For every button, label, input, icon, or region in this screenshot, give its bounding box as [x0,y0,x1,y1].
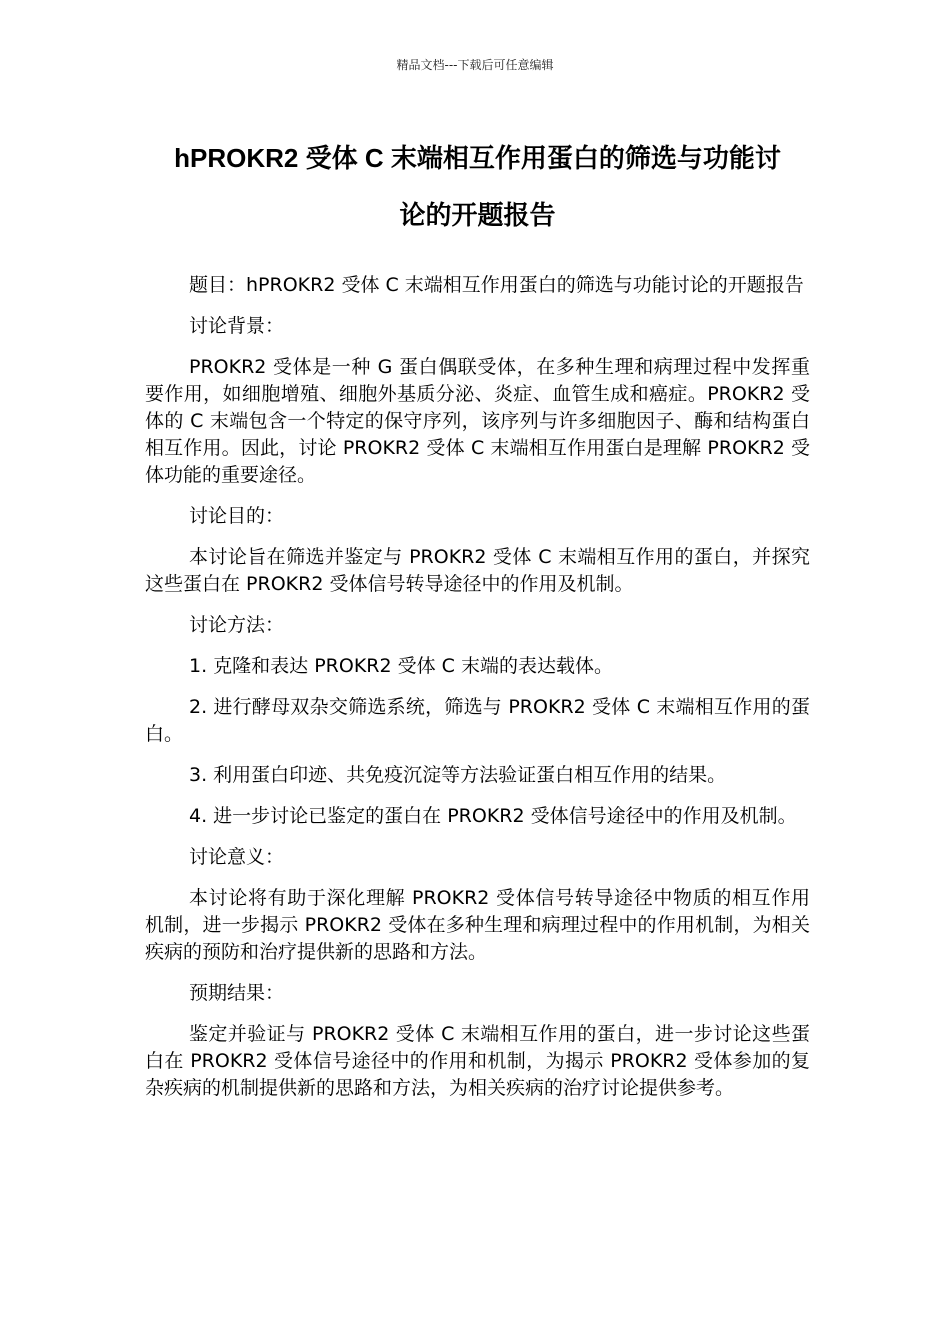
significance-paragraph: 本讨论将有助于深化理解 PROKR2 受体信号转导途径中物质的相互作用机制，进一步揭示 PROKR2 受体在多种生理和病理过程中的作用机制，为相关疾病的预防和治疗提供新的思路和方法。 [145,887,810,963]
background-heading: 讨论背景： [189,315,285,337]
document-title-line-2: 论的开题报告 [399,200,556,230]
document-title [145,130,810,244]
page-header: 精品文档---下载后可任意编辑 [396,58,554,72]
method-item-4: 4. 进一步讨论已鉴定的蛋白在 PROKR2 受体信号途径中的作用及机制。 [189,805,797,827]
method-item-1: 1. 克隆和表达 PROKR2 受体 C 末端的表达载体。 [189,655,613,677]
topic-paragraph: 题目：hPROKR2 受体 C 末端相互作用蛋白的筛选与功能讨论的开题报告 [189,274,804,296]
methods-heading: 讨论方法： [189,614,285,636]
document-body [145,272,810,1116]
purpose-paragraph: 本讨论旨在筛选并鉴定与 PROKR2 受体 C 末端相互作用的蛋白，并探究这些蛋白在 PROKR2 受体信号转导途径中的作用及机制。 [145,546,810,595]
document-title-line-1: hPROKR2 受体 C 末端相互作用蛋白的筛选与功能讨 [174,143,781,173]
expected-results-paragraph: 鉴定并验证与 PROKR2 受体 C 末端相互作用的蛋白，进一步讨论这些蛋白在 PROKR2 受体信号途径中的作用和机制，为揭示 PROKR2 受体参加的复杂疾病的机制提供新的思路和方法，为相关疾病的治疗讨论提供参考。 [145,1023,810,1099]
expected-results-heading: 预期结果： [189,982,285,1004]
significance-heading: 讨论意义： [189,846,285,868]
method-item-3: 3. 利用蛋白印迹、共免疫沉淀等方法验证蛋白相互作用的结果。 [189,764,727,786]
background-paragraph: PROKR2 受体是一种 G 蛋白偶联受体，在多种生理和病理过程中发挥重要作用，如细胞增殖、细胞外基质分泌、炎症、血管生成和癌症。PROKR2 受体的 C 末端包含一个特定的保守序列，该序列与许多细胞因子、酶和结构蛋白相互作用。因此，讨论 PROKR2 受体 C 末端相互作用蛋白是理解 PROKR2 受体功能的重要途径。 [145,356,810,486]
purpose-heading: 讨论目的： [189,505,285,527]
method-item-2: 2. 进行酵母双杂交筛选系统，筛选与 PROKR2 受体 C 末端相互作用的蛋白。 [145,696,810,745]
